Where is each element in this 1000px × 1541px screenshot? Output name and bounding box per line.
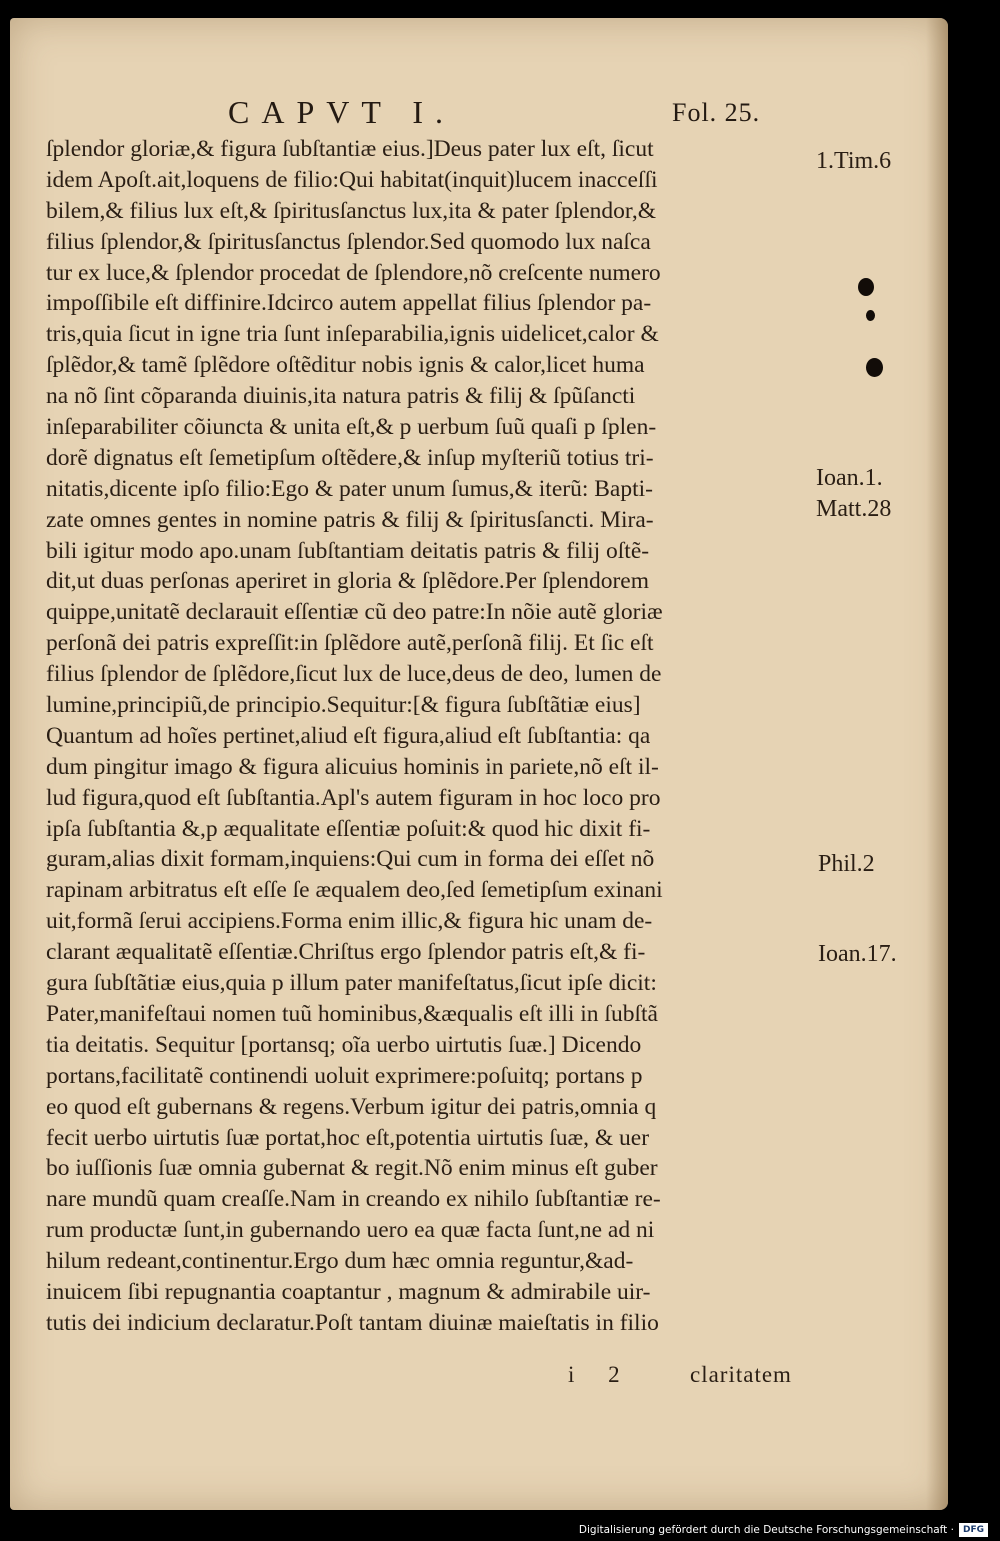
text-line: Pater,manifeſtaui nomen tuũ hominibus,&æqualis eſt illi in ſubſtã xyxy=(46,1000,658,1027)
credit-text: Digitalisierung gefördert durch die Deutsche Forschungsgemeinschaft · xyxy=(578,1524,954,1536)
text-line: impoſſibile eſt diffinire.Idcirco autem appellat filius ſplendor pa- xyxy=(46,290,652,317)
text-line: eo quod eſt gubernans & regens.Verbum igitur dei patris,omnia q xyxy=(46,1093,657,1120)
text-line: ſplẽdor,& tamẽ ſplẽdore oſtẽditur nobis ignis & calor,licet huma xyxy=(46,352,645,379)
margin-note-phil: Phil.2 xyxy=(818,851,875,877)
text-line: nitatis,dicente ipſo filio:Ego & pater unum ſumus,& iterũ: Bapti- xyxy=(46,475,653,502)
text-line: tris,quia ſicut in igne tria ſunt inſeparabilia,ignis uidelicet,calor & xyxy=(46,321,659,348)
text-line: hilum redeant,continentur.Ergo dum hæc omnia reguntur,&ad- xyxy=(46,1248,634,1275)
text-line: bili igitur modo apo.unam ſubſtantiam deitatis patris & filij oſtẽ- xyxy=(46,537,650,564)
running-head xyxy=(10,94,948,138)
text-line: zate omnes gentes in nomine patris & filij & ſpiritusſancti. Mira- xyxy=(46,506,654,533)
text-line: ſplendor gloriæ,& figura ſubſtantiæ eius.]Deus pater lux eſt, ſicut xyxy=(46,136,654,162)
text-line: gura ſubſtãtiæ eius,quia p illum pater manifeſtatus,ſicut ipſe dicit: xyxy=(46,970,657,997)
margin-note-matt: Matt.28 xyxy=(816,496,892,522)
body-text xyxy=(46,134,826,1339)
text-line: idem Apoſt.ait,loquens de filio:Qui habitat(inquit)lucem inacceſſi xyxy=(46,166,658,193)
text-line: na nõ ſint cõparanda diuinis,ita natura patris & filij & ſpũſancti xyxy=(46,383,636,410)
book-page xyxy=(10,18,948,1510)
signature-mark: i 2 xyxy=(568,1362,634,1387)
text-line: quippe,unitatẽ declarauit eſſentiæ cũ deo patre:In nõie autẽ gloriæ xyxy=(46,599,663,626)
text-line: lud figura,quod eſt ſubſtantia.Apl's autem figuram in hoc loco pro xyxy=(46,784,661,811)
text-line: fecit uerbo uirtutis ſuæ portat,hoc eſt,potentia uirtutis ſuæ, & uer xyxy=(46,1124,650,1151)
running-head-folio: Fol. 25. xyxy=(672,98,761,127)
text-line: perſonã dei patris expreſſit:in ſplẽdore autẽ,perſonã filij. Et ſic eſt xyxy=(46,630,654,657)
text-line: tia deitatis. Sequitur [portansq; oĩa uerbo uirtutis ſuæ.] Dicendo xyxy=(46,1031,642,1058)
dfg-logo: DFG xyxy=(959,1523,988,1537)
text-line: dorẽ dignatus eſt ſemetipſum oſtẽdere,& inſup myſteriũ totius tri- xyxy=(46,444,654,471)
page-edge-shadow xyxy=(926,18,948,1510)
ink-blot xyxy=(866,310,875,321)
margin-note-tim: 1.Tim.6 xyxy=(816,148,892,174)
text-line: inuicem ſibi repugnantia coaptantur , magnum & admirabile uir- xyxy=(46,1278,651,1305)
text-line: filius ſplendor de ſplẽdore,ſicut lux de luce,deus de deo, lumen de xyxy=(46,661,662,688)
text-line: dit,ut duas perſonas aperiret in gloria & ſplẽdore.Per ſplendorem xyxy=(46,568,649,595)
catchword: claritatem xyxy=(690,1362,792,1387)
digitization-credit xyxy=(579,1522,988,1538)
text-line: inſeparabiliter cõiuncta & unita eſt,& p uerbum ſuũ quaſi p ſplen- xyxy=(46,414,657,441)
ink-blot xyxy=(866,358,883,377)
ink-blot xyxy=(858,278,874,296)
margin-note-ioan-1: Ioan.1. xyxy=(816,465,883,491)
running-head-chapter: CAPVT I. xyxy=(228,94,455,130)
text-line: tutis dei indicium declaratur.Poſt tantam diuinæ maieſtatis in filio xyxy=(46,1309,659,1336)
text-line: portans,facilitatẽ continendi uoluit exprimere:poſuitq; portans p xyxy=(46,1062,643,1089)
text-line: bo iuſſionis ſuæ omnia gubernat & regit.Nõ enim minus eſt guber xyxy=(46,1155,658,1182)
text-line: clarant æqualitatẽ eſſentiæ.Chriſtus ergo ſplendor patris eſt,& fi- xyxy=(46,939,646,966)
text-line: filius ſplendor,& ſpiritusſanctus ſplendor.Sed quomodo lux naſca xyxy=(46,228,651,255)
text-line: uit,formã ſerui accipiens.Forma enim illic,& figura hic unam de- xyxy=(46,908,653,935)
text-line: rum productæ ſunt,in gubernando uero ea quæ facta ſunt,ne ad ni xyxy=(46,1217,655,1244)
text-line: tur ex luce,& ſplendor procedat de ſplendore,nõ creſcente numero xyxy=(46,259,661,286)
text-line: bilem,& filius lux eſt,& ſpiritusſanctus lux,ita & pater ſplendor,& xyxy=(46,197,656,224)
text-line: nare mundũ quam creaſſe.Nam in creando ex nihilo ſubſtantiæ re- xyxy=(46,1186,661,1213)
text-line: Quantum ad hoĩes pertinet,aliud eſt figura,aliud eſt ſubſtantia: qa xyxy=(46,722,651,749)
margin-note-ioan-17: Ioan.17. xyxy=(818,941,897,967)
text-line: ipſa ſubſtantia &,p æqualitate eſſentiæ poſuit:& quod hic dixit fi- xyxy=(46,815,651,842)
text-line: dum pingitur imago & figura alicuius hominis in pariete,nõ eſt il- xyxy=(46,753,659,780)
text-line: guram,alias dixit formam,inquiens:Qui cum in forma dei eſſet nõ xyxy=(46,846,655,873)
text-line: rapinam arbitratus eſt eſſe ſe æqualem deo,ſed ſemetipſum exinani xyxy=(46,877,663,904)
text-line: lumine,principiũ,de principio.Sequitur:[& figura ſubſtãtiæ eius] xyxy=(46,692,641,719)
